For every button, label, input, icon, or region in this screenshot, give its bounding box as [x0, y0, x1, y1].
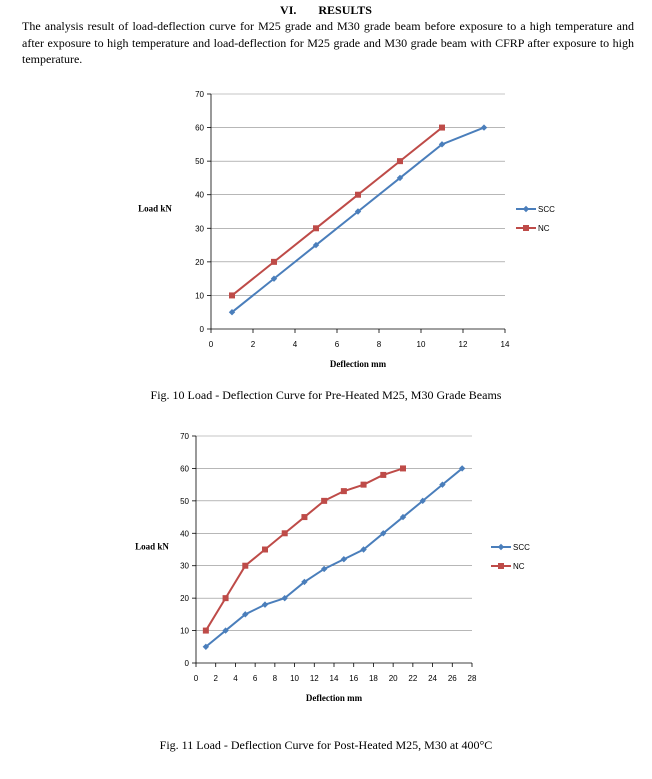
x-tick-label: 10 — [290, 674, 300, 683]
y-tick-label: 20 — [195, 257, 204, 267]
x-tick-label: 22 — [408, 674, 418, 683]
x-tick-label: 14 — [329, 674, 339, 683]
data-point-nc — [242, 563, 248, 569]
y-tick-label: 50 — [195, 157, 204, 167]
data-point-nc — [400, 465, 406, 471]
data-point-nc — [321, 498, 327, 504]
y-tick-label: 60 — [180, 464, 189, 474]
y-tick-label: 0 — [199, 325, 204, 334]
y-tick-label: 30 — [195, 224, 204, 234]
legend-marker-nc — [498, 563, 504, 569]
x-axis-label: Deflection mm — [305, 693, 363, 703]
y-tick-label: 20 — [180, 594, 189, 604]
legend-label-nc: NC — [513, 562, 525, 571]
data-point-scc — [341, 556, 347, 562]
legend-marker-scc — [523, 206, 529, 212]
x-tick-label: 18 — [368, 674, 378, 683]
x-tick-label: 12 — [458, 340, 468, 349]
data-point-scc — [481, 124, 487, 130]
x-tick-label: 26 — [447, 674, 457, 683]
x-tick-label: 0 — [208, 340, 214, 349]
x-tick-label: 8 — [272, 674, 278, 683]
x-tick-label: 6 — [334, 340, 340, 349]
x-tick-label: 14 — [500, 340, 510, 349]
x-tick-label: 2 — [250, 340, 256, 349]
chart-fig10 — [0, 80, 652, 380]
section-number: VI. — [280, 3, 297, 17]
y-tick-label: 70 — [195, 90, 204, 99]
data-point-nc — [341, 488, 347, 494]
data-point-nc — [313, 225, 319, 231]
data-point-nc — [282, 530, 288, 536]
x-tick-label: 24 — [428, 674, 438, 683]
chart-fig11 — [0, 422, 652, 727]
y-tick-label: 50 — [180, 496, 189, 506]
x-tick-label: 28 — [467, 674, 477, 683]
x-tick-label: 6 — [252, 674, 258, 683]
series-line-nc — [206, 468, 403, 630]
y-axis-label: Load kN — [135, 541, 169, 552]
legend-marker-scc — [498, 544, 504, 550]
series-line-nc — [232, 128, 442, 296]
x-tick-label: 4 — [233, 674, 238, 683]
caption-fig11: Fig. 11 Load - Deflection Curve for Post-Heated M25, M30 at 400°C — [159, 738, 493, 752]
data-point-nc — [380, 472, 386, 478]
data-point-nc — [203, 628, 209, 634]
y-tick-label: 40 — [180, 529, 189, 539]
x-tick-label: 8 — [376, 340, 382, 349]
y-tick-label: 10 — [195, 291, 204, 301]
data-point-nc — [397, 158, 403, 164]
y-tick-label: 10 — [180, 626, 189, 636]
legend-label-scc: SCC — [513, 543, 530, 552]
x-tick-label: 16 — [349, 674, 359, 683]
data-point-nc — [223, 595, 229, 601]
x-axis-label: Deflection mm — [329, 359, 387, 369]
caption-fig10: Fig. 10 Load - Deflection Curve for Pre-Heated M25, M30 Grade Beams — [150, 388, 502, 402]
y-axis-label: Load kN — [138, 203, 172, 214]
legend-label-scc: SCC — [538, 205, 555, 214]
data-point-nc — [271, 259, 277, 265]
data-point-nc — [229, 292, 235, 298]
data-point-nc — [301, 514, 307, 520]
section-heading — [0, 3, 652, 18]
x-tick-label: 12 — [309, 674, 319, 683]
x-tick-label: 0 — [193, 674, 199, 683]
legend-marker-nc — [523, 225, 529, 231]
y-tick-label: 40 — [195, 190, 204, 200]
legend-label-nc: NC — [538, 224, 550, 233]
y-tick-label: 0 — [184, 659, 189, 668]
section-title: RESULTS — [318, 3, 372, 17]
x-tick-label: 2 — [213, 674, 218, 683]
x-tick-label: 20 — [388, 674, 398, 683]
y-tick-label: 60 — [195, 123, 204, 133]
y-tick-label: 30 — [180, 561, 189, 571]
x-tick-label: 4 — [292, 340, 298, 349]
series-line-scc — [232, 128, 484, 313]
data-point-nc — [439, 125, 445, 131]
y-tick-label: 70 — [180, 432, 189, 441]
data-point-scc — [262, 601, 268, 607]
data-point-nc — [355, 192, 361, 198]
data-point-nc — [262, 547, 268, 553]
results-paragraph: The analysis result of load-deflection curve for M25 grade and M30 grade beam before exposure to a high temperature and after exposure to high temperature and load-deflection for M25 grade and M30 grade beam with CFRP after exposure to high temperature. — [22, 19, 634, 66]
data-point-nc — [361, 482, 367, 488]
x-tick-label: 10 — [416, 340, 426, 349]
